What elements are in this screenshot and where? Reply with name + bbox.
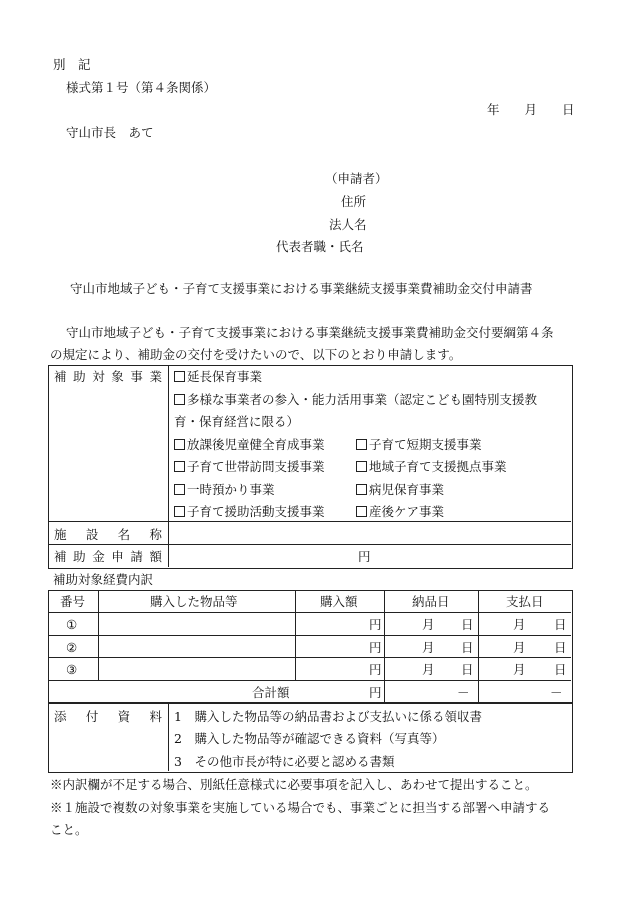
attachment-item: 3 その他市長が特に必要と認める書類 bbox=[174, 754, 395, 769]
label-char: 料 bbox=[149, 709, 162, 724]
option-label: 延長保育事業 bbox=[187, 369, 263, 384]
form-number: 様式第１号（第４条関係） bbox=[66, 80, 217, 95]
checkbox-icon[interactable] bbox=[356, 461, 367, 472]
checkbox-icon[interactable] bbox=[356, 484, 367, 495]
option-community-hub[interactable] bbox=[356, 459, 507, 474]
checkbox-icon[interactable] bbox=[174, 461, 185, 472]
label-char: 添 bbox=[54, 709, 67, 724]
row-delivery-month: 月 bbox=[422, 662, 435, 677]
header-delivery: 納品日 bbox=[412, 594, 450, 609]
checkbox-icon[interactable] bbox=[174, 506, 185, 517]
option-sick-child-care[interactable] bbox=[356, 482, 444, 497]
label-char: 補 bbox=[54, 369, 67, 384]
option-label: 一時預かり事業 bbox=[187, 482, 275, 497]
option-assistance-activity[interactable] bbox=[174, 504, 325, 519]
option-afterschool[interactable] bbox=[174, 437, 325, 452]
row-payment-day: 日 bbox=[554, 617, 567, 632]
facility-name-field[interactable] bbox=[170, 523, 569, 543]
label-char: 業 bbox=[149, 369, 162, 384]
label-char: 付 bbox=[85, 709, 99, 724]
document-title: 守山市地域子ども・子育て支援事業における事業継続支援事業費補助金交付申請書 bbox=[70, 281, 533, 296]
note-1: ※内訳欄が不足する場合、別紙任意様式に必要事項を記入し、あわせて提出すること。 bbox=[50, 777, 538, 792]
row-item-field[interactable] bbox=[100, 614, 293, 634]
appendix-label: 別 記 bbox=[53, 57, 91, 72]
row-price-unit: 円 bbox=[369, 617, 382, 632]
label-char: 助 bbox=[73, 549, 86, 564]
row-item-field[interactable] bbox=[100, 659, 293, 679]
applicant-address-label: 住所 bbox=[341, 194, 367, 209]
addressee: 守山市長 あて bbox=[66, 125, 154, 140]
option-label: 子育て世帯訪問支援事業 bbox=[187, 459, 325, 474]
label-char: 称 bbox=[149, 527, 162, 542]
label-char: 象 bbox=[111, 369, 124, 384]
breakdown-caption: 補助対象経費内訳 bbox=[53, 572, 154, 587]
row-item-field[interactable] bbox=[100, 637, 293, 656]
checkbox-icon[interactable] bbox=[356, 439, 367, 450]
amount-label-cell bbox=[50, 549, 166, 564]
note-2-cont: こと。 bbox=[50, 822, 88, 837]
amount-label bbox=[50, 549, 166, 564]
option-label: 子育て短期支援事業 bbox=[369, 437, 482, 452]
option-diverse-providers[interactable] bbox=[174, 392, 537, 407]
applicant-label: （申請者） bbox=[325, 171, 388, 186]
label-char: 請 bbox=[130, 549, 143, 564]
option-label: 放課後児童健全育成事業 bbox=[187, 437, 325, 452]
label-char: 施 bbox=[54, 527, 67, 542]
row-payment-day: 日 bbox=[554, 662, 567, 677]
label-char: 名 bbox=[117, 527, 131, 542]
facility-label bbox=[50, 527, 166, 542]
applicant-representative-label: 代表者職・氏名 bbox=[276, 239, 364, 254]
label-char: 助 bbox=[73, 369, 86, 384]
attachment-item: 1 購入した物品等の納品書および支払いに係る領収書 bbox=[174, 709, 482, 724]
row-price-unit: 円 bbox=[369, 640, 382, 655]
option-extended-childcare[interactable] bbox=[174, 369, 262, 384]
applicant-corp-label: 法人名 bbox=[329, 217, 367, 232]
total-payment-dash: － bbox=[550, 685, 563, 700]
label-char: 事 bbox=[130, 369, 143, 384]
option-temporary-care[interactable] bbox=[174, 482, 275, 497]
attachment-item: 2 購入した物品等が確認できる資料（写真等） bbox=[174, 731, 445, 746]
target-business-label bbox=[50, 369, 166, 384]
row-delivery-day: 日 bbox=[461, 640, 474, 655]
row-payment-day: 日 bbox=[554, 640, 567, 655]
attachments-label bbox=[50, 709, 166, 724]
row-delivery-day: 日 bbox=[461, 617, 474, 632]
label-char: 対 bbox=[92, 369, 105, 384]
option-label: 多様な事業者の参入・能力活用事業（認定こども園特別支援教 bbox=[187, 392, 538, 407]
total-delivery-dash: － bbox=[457, 685, 470, 700]
note-2: ※１施設で複数の対象事業を実施している場合でも、事業ごとに担当する部署へ申請する bbox=[50, 800, 551, 815]
option-label: 子育て援助活動支援事業 bbox=[187, 504, 325, 519]
label-char: 設 bbox=[85, 527, 99, 542]
intro-line-1: 守山市地域子ども・子育て支援事業における事業継続支援事業費補助金交付要綱第４条 bbox=[66, 325, 554, 340]
option-label: 産後ケア事業 bbox=[369, 504, 445, 519]
option-short-term-support[interactable] bbox=[356, 437, 482, 452]
label-char: 申 bbox=[111, 549, 124, 564]
total-unit: 円 bbox=[369, 685, 382, 700]
row-payment-month: 月 bbox=[513, 662, 526, 677]
checkbox-icon[interactable] bbox=[174, 394, 185, 405]
row-number: ③ bbox=[66, 662, 78, 677]
label-char: 額 bbox=[149, 549, 162, 564]
attachments-label-cell bbox=[50, 709, 166, 724]
row-delivery-day: 日 bbox=[461, 662, 474, 677]
row-number: ① bbox=[66, 617, 78, 632]
checkbox-icon[interactable] bbox=[174, 371, 185, 382]
option-postpartum-care[interactable] bbox=[356, 504, 444, 519]
option-label: 地域子育て支援拠点事業 bbox=[369, 459, 507, 474]
header-item: 購入した物品等 bbox=[150, 594, 238, 609]
header-payment: 支払日 bbox=[506, 594, 544, 609]
row-payment-month: 月 bbox=[513, 640, 526, 655]
row-delivery-month: 月 bbox=[422, 640, 435, 655]
header-no: 番号 bbox=[60, 594, 86, 609]
intro-line-2: の規定により、補助金の交付を受けたいので、以下のとおり申請します。 bbox=[50, 347, 462, 362]
option-label: 病児保育事業 bbox=[369, 482, 445, 497]
label-char: 資 bbox=[117, 709, 131, 724]
row-payment-month: 月 bbox=[513, 617, 526, 632]
option-diverse-providers-cont: 育・保育経営に限る） bbox=[174, 414, 300, 429]
row-number: ② bbox=[66, 640, 78, 655]
facility-label-cell bbox=[50, 527, 166, 542]
row-price-unit: 円 bbox=[369, 662, 382, 677]
date-line: 年 月 日 bbox=[487, 102, 575, 117]
checkbox-icon[interactable] bbox=[174, 484, 185, 495]
label-char: 金 bbox=[92, 549, 105, 564]
checkbox-icon[interactable] bbox=[174, 439, 185, 450]
label-char: 補 bbox=[54, 549, 67, 564]
checkbox-icon[interactable] bbox=[356, 506, 367, 517]
header-price: 購入額 bbox=[320, 594, 358, 609]
row-delivery-month: 月 bbox=[422, 617, 435, 632]
total-label: 合計額 bbox=[252, 685, 290, 700]
option-home-visit[interactable] bbox=[174, 459, 325, 474]
amount-unit: 円 bbox=[358, 549, 371, 564]
